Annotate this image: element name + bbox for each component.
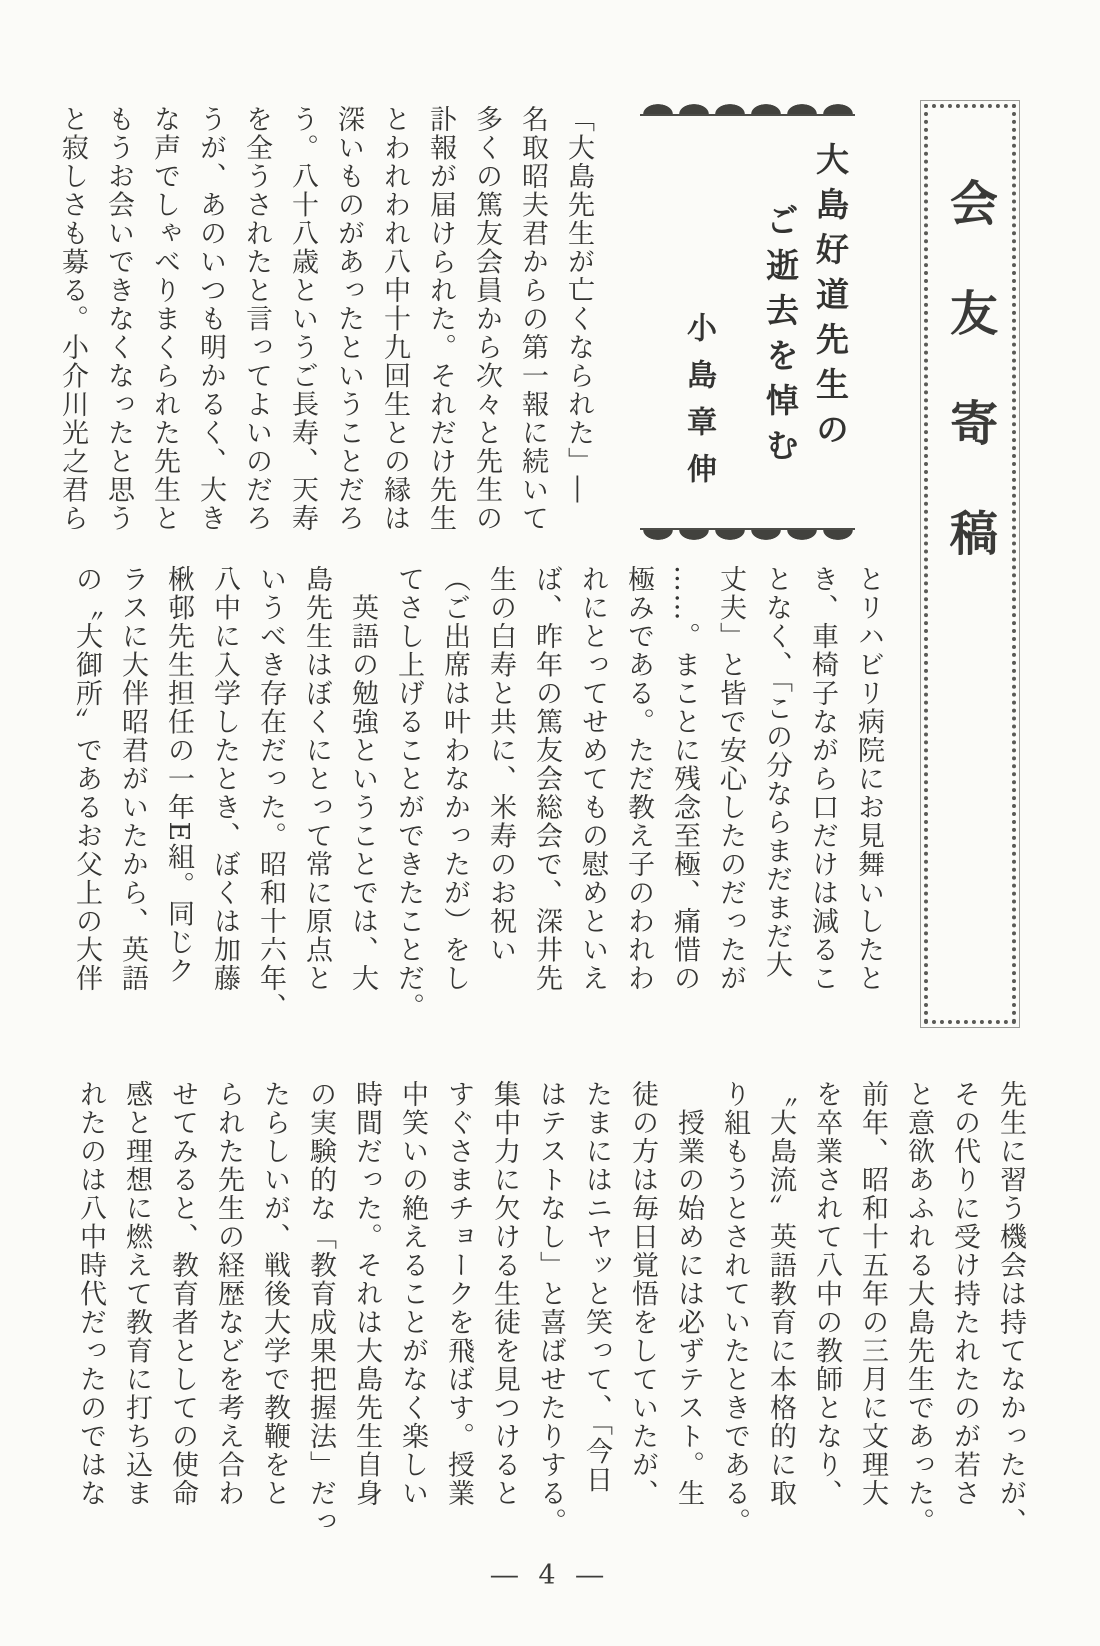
text-column: てさし上げることができたことだ。 [393, 565, 424, 1021]
text-column: 感と理想に燃えて教育に打ち込ま [121, 1080, 152, 1508]
scallop-border-top [640, 100, 855, 116]
article-author: 小島章伸 [681, 312, 716, 500]
text-block-bottom [67, 1080, 1033, 1542]
text-column: 楸邨先生担任の一年E組。同じク [163, 565, 194, 986]
text-column: もうお会いできなくなったと思う [103, 105, 134, 533]
text-column: の〝大御所〟であるお父上の大伴 [71, 565, 102, 993]
text-column: 「大島先生が亡くなられた」― [563, 105, 594, 504]
text-column: となく、「この分ならまだまだ大 [761, 565, 792, 979]
text-column: 授業の始めには必ずテスト。生 [673, 1080, 704, 1508]
contribution-box [920, 100, 1020, 1028]
text-column: を卒業されて八中の教師となり、 [811, 1080, 842, 1508]
text-column: 生の白寿と共に、米寿のお祝い [485, 565, 516, 964]
text-column: たらしいが、戦後大学で教鞭をと [259, 1080, 290, 1508]
text-column: の実験的な「教育成果把握法」だっ [305, 1080, 336, 1536]
text-block-opening [49, 105, 601, 542]
text-column: たまにはニヤッと笑って、「今日 [581, 1080, 612, 1494]
text-column: （ご出席は叶わなかったが）をし [439, 565, 470, 993]
text-column: とリハビリ病院にお見舞いしたと [853, 565, 884, 993]
text-column: いうべき存在だった。昭和十六年、 [255, 565, 286, 1021]
text-column: り組もうとされていたときである。 [719, 1080, 750, 1536]
scallop-border-bottom [640, 528, 855, 544]
text-column: れたのは八中時代だったのではな [75, 1080, 106, 1508]
text-column: られた先生の経歴などを考え合わ [213, 1080, 244, 1508]
text-column: うが、あのいつも明かるく、大き [195, 105, 226, 533]
text-column: 時間だった。それは大島先生自身 [351, 1080, 382, 1508]
text-column: を全うされたと言ってよいのだろ [241, 105, 272, 533]
contribution-box-border [924, 104, 1016, 1024]
text-column: その代りに受け持たれたのが若さ [949, 1080, 980, 1508]
text-column: 英語の勉強ということでは、大 [347, 565, 378, 993]
text-column: と寂しさも募る。小介川光之君ら [57, 105, 88, 533]
text-column: ば、昨年の篤友会総会で、深井先 [531, 565, 562, 993]
text-column: せてみると、教育者としての使命 [167, 1080, 198, 1508]
text-column: 先生に習う機会は持てなかったが、 [995, 1080, 1026, 1536]
text-column: 丈夫」と皆で安心したのだったが [715, 565, 746, 993]
text-column: 前年、昭和十五年の三月に文理大 [857, 1080, 888, 1508]
text-block-middle [63, 565, 891, 1025]
text-column: とわれわれ八中十九回生との縁は [379, 105, 410, 533]
text-column: と意欲あふれる大島先生であった。 [903, 1080, 934, 1536]
text-column: 中笑いの絶えることがなく楽しい [397, 1080, 428, 1508]
text-column: 徒の方は毎日覚悟をしていたが、 [627, 1080, 658, 1508]
text-column: な声でしゃべりまくられた先生と [149, 105, 180, 533]
text-column: ラスに大伴昭君がいたから、英語 [117, 565, 148, 993]
text-column: 深いものがあったということだろ [333, 105, 364, 533]
text-column: はテストなし」と喜ばせたりする。 [535, 1080, 566, 1536]
contribution-box-title: 会友寄稿 [941, 178, 998, 618]
text-column: 島先生はぼくにとって常に原点と [301, 565, 332, 993]
text-column: 極みである。ただ教え子のわれわ [623, 565, 654, 993]
text-column: 集中力に欠ける生徒を見つけると [489, 1080, 520, 1508]
text-column: ……。まことに残念至極、痛惜の [669, 565, 700, 993]
text-column: れにとってせめてもの慰めといえ [577, 565, 608, 993]
text-column: すぐさまチョークを飛ばす。授業 [443, 1080, 474, 1508]
text-column: 〝大島流〟英語教育に本格的に取 [765, 1080, 796, 1508]
text-column: 八中に入学したとき、ぼくは加藤 [209, 565, 240, 993]
text-column: 多くの篤友会員から次々と先生の [471, 105, 502, 533]
article-title-line1: 大島好道先生の [811, 142, 850, 457]
text-column: 名取昭夫君からの第一報に続いて [517, 105, 548, 533]
page-number: ― 4 ― [490, 1560, 610, 1591]
text-column: 訃報が届けられた。それだけ先生 [425, 105, 456, 533]
text-column: う。八十八歳というご長寿、天寿 [287, 105, 318, 533]
text-column: き、車椅子ながら口だけは減るこ [807, 565, 838, 993]
article-title-line2: ご逝去を悼む [761, 203, 800, 473]
